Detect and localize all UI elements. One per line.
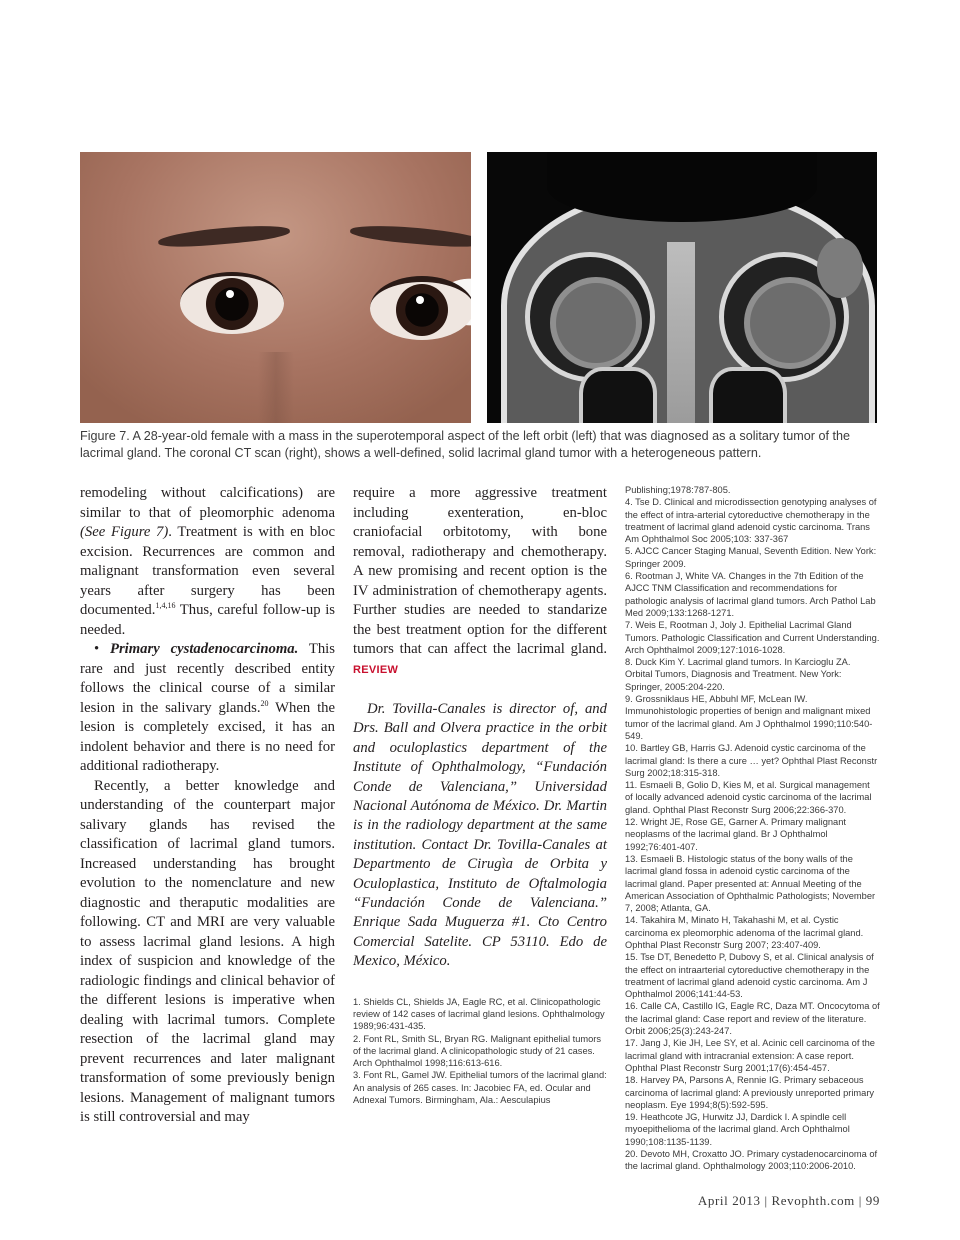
section-heading: Primary cystadenocarcinoma. — [109, 641, 299, 657]
reference-item: 7. Weis E, Rootman J, Joly J. Epithelial Lacrimal Gland Tumors. Pathologic Classification and Current Understanding. Arch Ophthalmol 2009;127:1016-1028. — [625, 620, 880, 655]
reference-list-part-1 — [353, 996, 607, 1107]
reference-item: Publishing;1978:787-805. — [625, 485, 731, 495]
reference-item: 12. Wright JE, Rose GE, Garner A. Primary malignant neoplasms of the lacrimal gland. Br J Ophthalmol 1992;76:401-407. — [625, 817, 846, 852]
reference-item: 4. Tse D. Clinical and microdissection genotyping analyses of the effect of intra-arterial cytoreductive chemotherapy in the treatment of lacrimal gland adenoid cystic carcinoma. Trans Am Ophthalmol Soc 2005;103: 337-367 — [625, 497, 877, 545]
citation: 1,4,16 — [155, 601, 176, 611]
reference-item: 19. Heathcote JG, Hurwitz JJ, Dardick I. A spindle cell myoepithelioma of the lacrimal gland. Arch Ophthalmol 1990;108:1135-1139. — [625, 1112, 850, 1147]
reference-item: 10. Bartley GB, Harris GJ. Adenoid cystic carcinoma of the lacrimal gland: Is there a cure … yet? Ophthal Plast Reconstr Surg 2002;18:315-318. — [625, 743, 878, 778]
figure-caption: Figure 7. A 28-year-old female with a mass in the superotemporal aspect of the left orbit (left) that was diagnosed as a solitary tumor of the lacrimal gland. The coronal CT scan (right), shows a well-defined, solid lacrimal gland tumor with a heterogeneous pattern. — [80, 429, 851, 460]
ct-right-sinus — [579, 367, 657, 423]
paragraph-cystadenocarcinoma: • Primary cystadenocarcinoma. This rare and just recently described entity follows the clinical course of a similar lesion in the salivary glands.$^{20}$ When the lesion is completely excised, it has an indolent behavior and there is no need for additional radiotherapy. — [80, 641, 336, 774]
ct-left-sinus — [709, 367, 787, 423]
text-column-3 — [625, 484, 880, 1173]
paragraph-treatment: require a more aggressive treatment including exenteration, en-bloc craniofacial orbitotomy, with bone removal, radiotherapy and chemotherapy. A new promising and recent option is the IV administration of chemotherapy agents. Further studies are needed to standarize the best treatment option for the different tumors that can affect the lacrimal gland. REVIEW — [353, 485, 607, 676]
reference-item: 8. Duck Kim Y. Lacrimal gland tumors. In Karcioglu ZA. Orbital Tumors, Diagnosis and Treatment. New York: Springer, 2005:204-220. — [625, 657, 851, 692]
reference-item: 5. AJCC Cancer Staging Manual, Seventh Edition. New York: Springer 2009. — [625, 546, 877, 569]
reference-list-part-2 — [625, 484, 880, 1173]
reference-item: 2. Font RL, Smith SL, Bryan RG. Malignant epithelial tumors of the lacrimal gland. A clinicopathologic study of 21 cases. Arch Ophthalmol 1998;116:613-616. — [353, 1033, 602, 1069]
reference-item: 11. Esmaeli B, Golio D, Kies M, et al. Surgical management of locally advanced adenoid cystic carcinoma of the lacrimal gland. Ophthal Plast Reconstr Surg 2006;22:366-370. — [625, 780, 872, 815]
text-column-1 — [80, 484, 335, 1128]
author-affiliation-note: Dr. Tovilla-Canales is director of, and Drs. Ball and Olvera practice in the orbit and oculoplastics department of the Institute of Ophthalmology, “Fundación Conde de Valenciana,” Universidad Nacional Autónoma de México. Dr. Martin is in the radiology department at the same institution. Contact Dr. Tovilla-Canales at Departmento de Cirugìa de Orbita y Oculoplastica, Instituto de Oftalmologia “Fundación Conde de Valenciana.” Enrique Sada Muguerza #1. Cto Centro Comercial Satelite. CP 53110. Edo de Mexico, México. — [353, 701, 607, 970]
reference-item: 16. Calle CA, Castillo IG, Eagle RC, Daza MT. Oncocytoma of the lacrimal gland: Case report and review of the literature. Orbit 2006;25(3):243-247. — [625, 1001, 880, 1037]
left-eyebrow — [350, 222, 471, 250]
right-eyebrow — [158, 222, 291, 249]
reference-item: 17. Jang J, Kie JH, Lee SY, et al. Acinic cell carcinoma of the lacrimal gland with intracranial extension: A case report. Ophthal Plast Reconstr Surg 2001;17(6):454-457. — [625, 1038, 875, 1073]
text-column-2 — [353, 484, 607, 1106]
reference-item: 13. Esmaeli B. Histologic status of the bony walls of the lacrimal gland fossa in adenoid cystic carcinoma of the lacrimal gland. Paper presented at: Annual Meeting of the American Association of Ophthalmic Pathologists; November 7, 2008; Atlanta, GA. — [625, 853, 876, 914]
paragraph-pleomorphic-continuation: remodeling without calcifications) are similar to that of pleomorphic adenoma (See Figure 7). Treatment is with en bloc excision. Recurrences are common and malignant transformation even several years after surgery has been documented.$^{1,4,16}$ Thus, careful follow-up is needed. — [80, 485, 335, 638]
citation: 20 — [260, 698, 269, 708]
reference-item: 20. Devoto MH, Croxatto JO. Primary cystadenocarcinoma of the lacrimal gland. Ophthalmology 2003;110:2006-2010. — [625, 1149, 878, 1172]
nose — [258, 352, 294, 423]
reference-item: 9. Grossniklaus HE, Abbuhl MF, McLean IW. Immunohistologic properties of benign and malignant mixed tumor of the lacrimal gland. Am J Ophthalmol 1990;110:540-549. — [625, 694, 873, 741]
reference-item: 15. Tse DT, Benedetto P, Dubovy S, et al. Clinical analysis of the effect on intraarterial cytoreductive chemotherapy in the treatment of lacrimal gland adenoid cystic carcinoma. Am J Ophthalmol 2006;141:44-53. — [625, 952, 874, 1000]
paragraph-conclusion: Recently, a better knowledge and understanding of the counterpart major salivary glands has revised the classification of lacrimal gland tumors. Increased understanding has brought evolution to the nomenclature and new diagnostic and theraputic modalities are following. CT and MRI are very valuable to assess lacrimal gland lesions. A high index of suspicion and knowledge of the radiologic findings and clinical behavior of the different lesions is imperative when dealing with lacrimal tumors. Complete resection of the lacrimal gland may prevent recurrences and later malignant transformation of some previously benign lesions. Management of malignant tumors is still controversial and may — [80, 777, 335, 1125]
ct-right-orbit — [525, 252, 655, 382]
ct-lacrimal-tumor — [817, 238, 863, 298]
reference-item: 18. Harvey PA, Parsons A, Rennie IG. Primary sebaceous carcinoma of lacrimal gland: A previously unreported primary neoplasm. Eye 1994;8(5):592-595. — [625, 1075, 875, 1110]
reference-item: 14. Takahira M, Minato H, Takahashi M, et al. Cystic carcinoma ex pleomorphic adenoma of the lacrimal gland. Ophthal Plast Reconstr Surg 2007; 23:407-409. — [625, 915, 864, 950]
right-eye — [180, 272, 284, 334]
page-footer: April 2013 | Revophth.com | 99 — [697, 1193, 880, 1208]
coronal-ct-scan-image — [487, 152, 877, 423]
ct-nasal-septum — [667, 242, 695, 423]
left-eye-swollen — [370, 276, 471, 340]
ct-brain-region — [547, 152, 817, 222]
reference-item: 6. Rootman J, White VA. Changes in the 7th Edition of the AJCC TNM Classification and recommendations for pathologic analysis of lacrimal gland tumors. Arch Pathol Lab Med 2009;133:1268-1271. — [625, 571, 876, 618]
figure-reference: (See Figure 7) — [80, 524, 169, 540]
patient-face-photo — [80, 152, 471, 423]
reference-item: 3. Font RL, Gamel JW. Epithelial tumors of the lacrimal gland: An analysis of 265 cases. In: Jacobiec FA, ed. Ocular and Adnexal Tumors. Birmingham, Ala.: Aesculapius — [353, 1070, 607, 1106]
reference-item: 1. Shields CL, Shields JA, Eagle RC, et al. Clinicopathologic review of 142 cases of lacrimal gland lesions. Ophthalmology 1989;96:431-435. — [353, 996, 605, 1032]
review-end-tag: REVIEW — [353, 663, 399, 676]
